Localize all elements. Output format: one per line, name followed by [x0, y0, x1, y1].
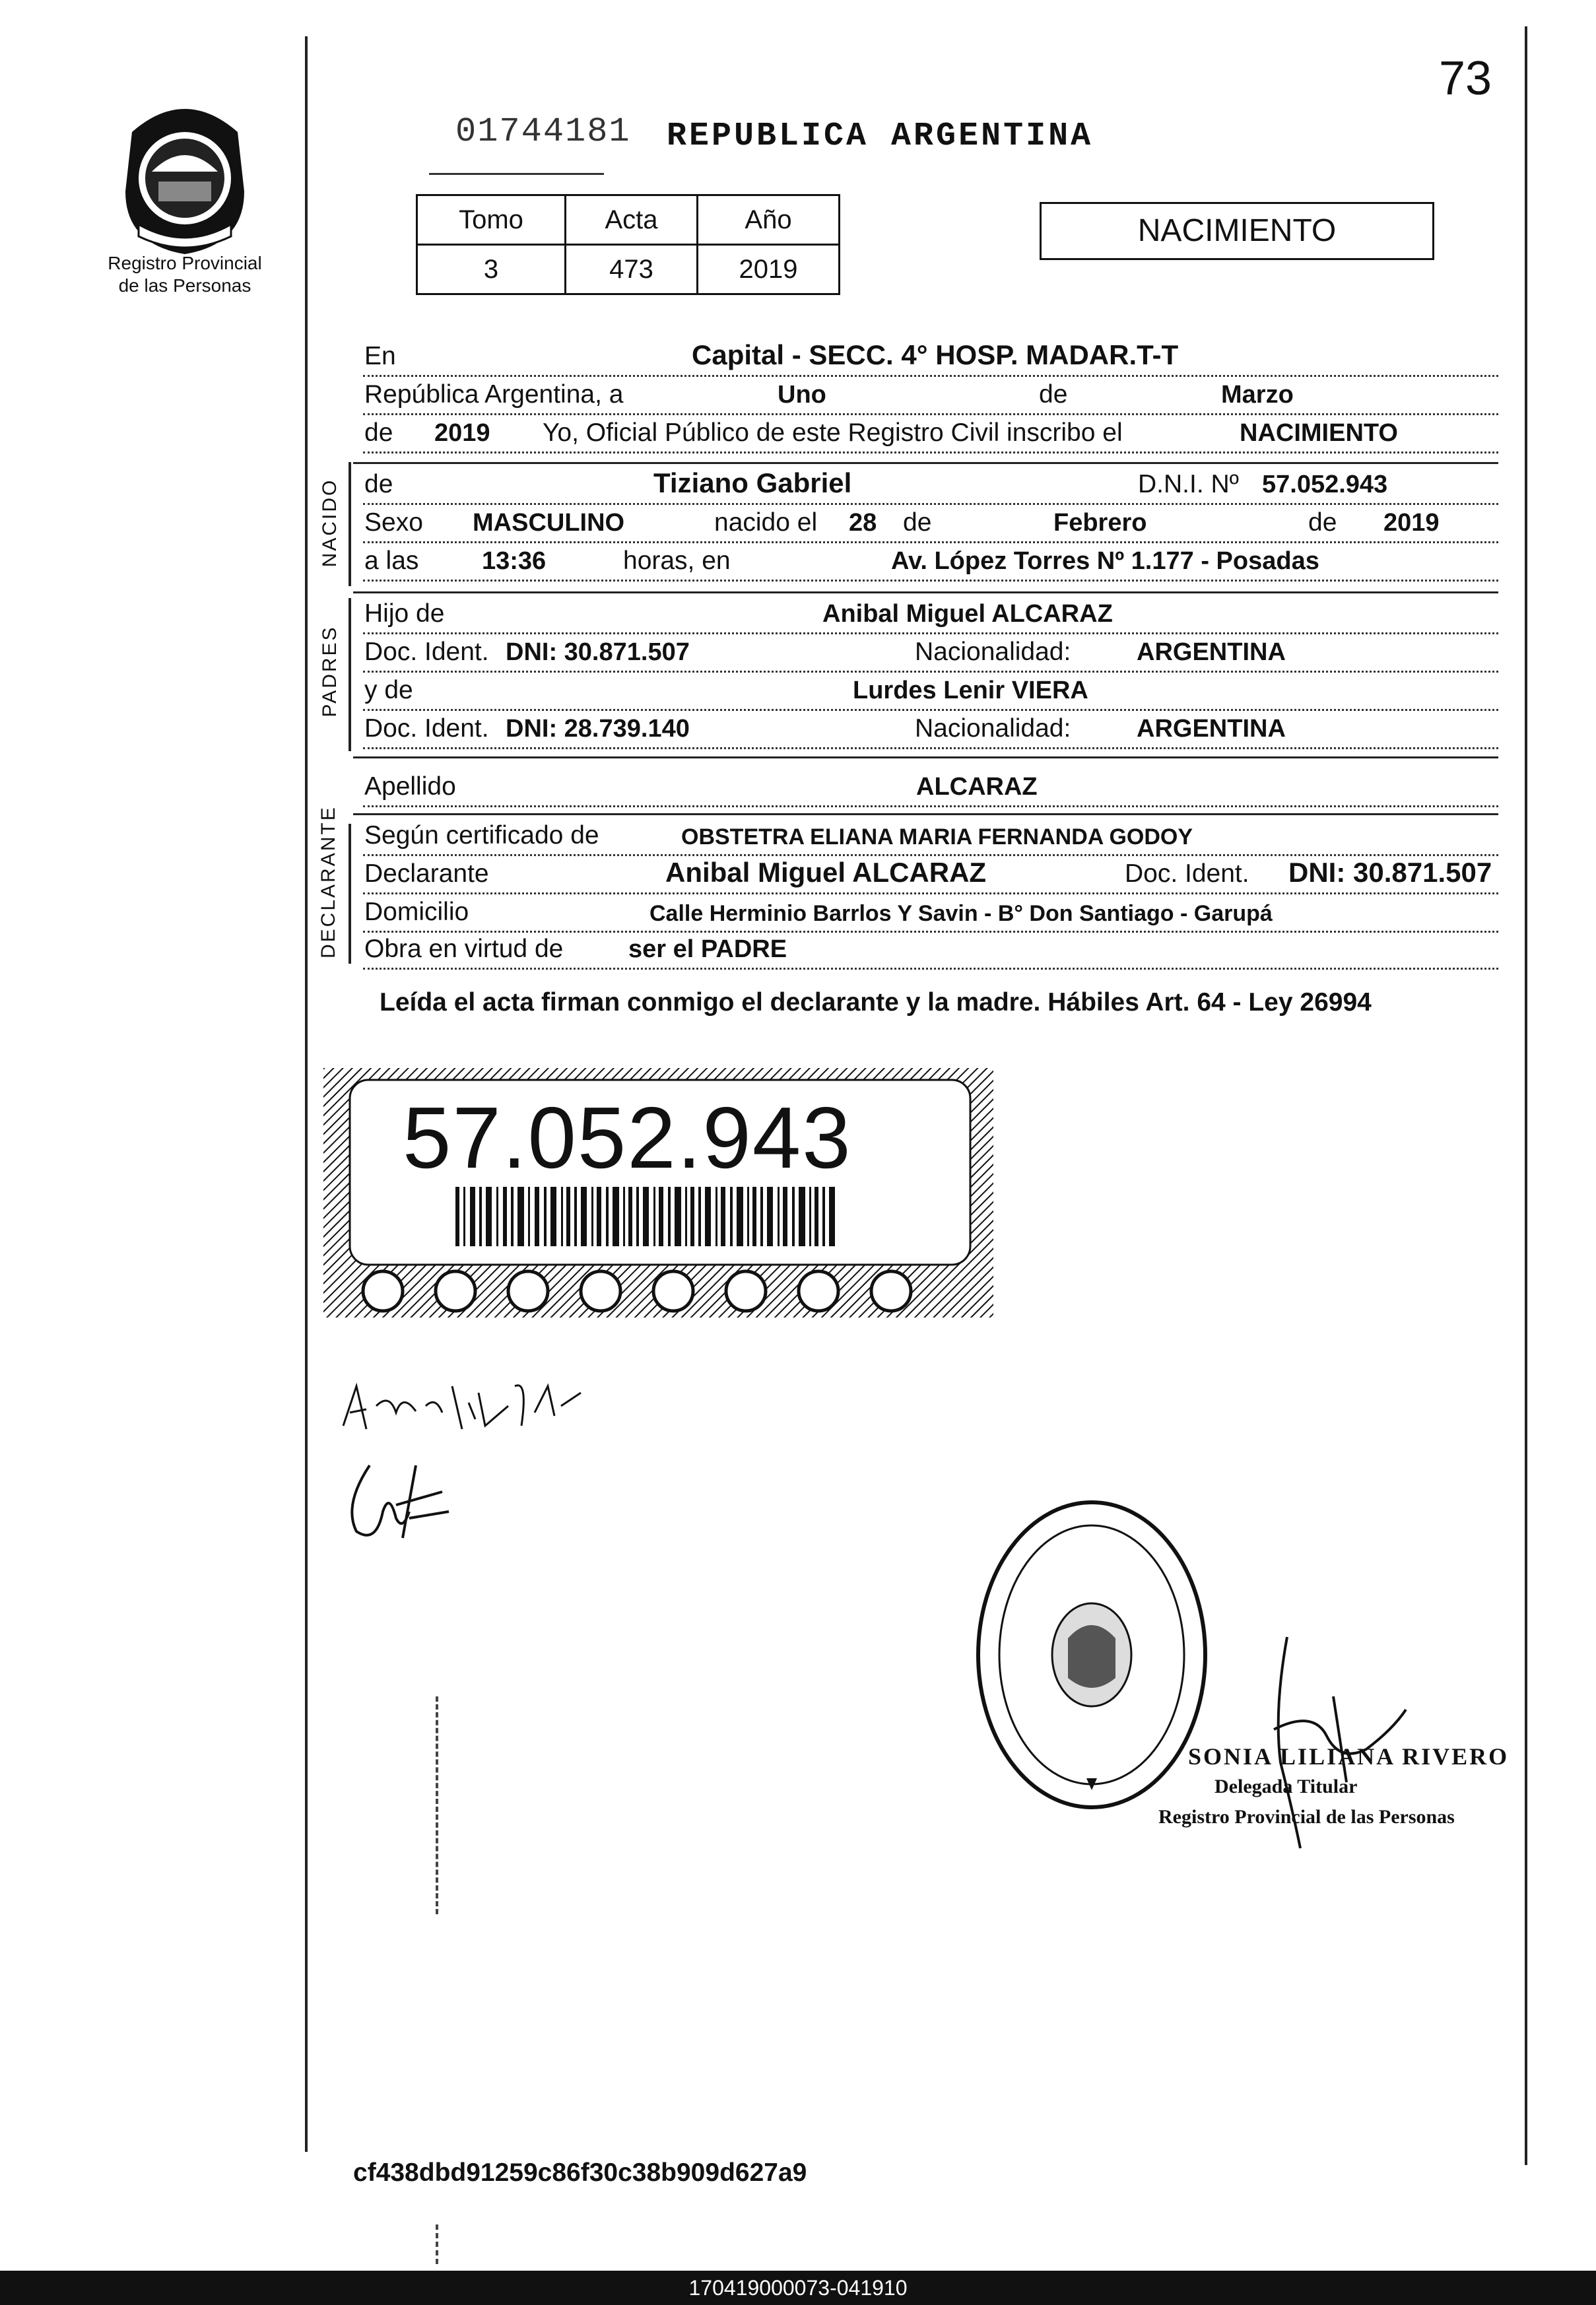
- surname-row: [363, 772, 1498, 807]
- signatory-role: Delegada Titular: [1214, 1776, 1358, 1797]
- en-label: En: [364, 342, 396, 370]
- birth-address: Av. López Torres Nº 1.177 - Posadas: [891, 547, 1319, 575]
- sexo-label: Sexo: [364, 508, 423, 537]
- mother-nat-label: Nacionalidad:: [912, 714, 1073, 743]
- separator: [353, 591, 1498, 593]
- section-label-declarante: DECLARANTE: [317, 805, 339, 958]
- surname-value: ALCARAZ: [916, 773, 1038, 801]
- domicile-value: Calle Herminio Barrlos Y Savin - B° Don Santiago - Garupá: [649, 901, 1273, 926]
- child-dni: 57.052.943: [1262, 471, 1388, 498]
- certificate-value: OBSTETRA ELIANA MARIA FERNANDA GODOY: [681, 824, 1193, 850]
- birth-de-label: de: [900, 508, 934, 537]
- registry-value-tomo: 3: [417, 245, 566, 294]
- section-label-padres: PADRES: [319, 625, 341, 718]
- cert-label: Según certificado de: [364, 821, 599, 850]
- year-row: [363, 418, 1498, 453]
- obra-value: ser el PADRE: [628, 935, 787, 963]
- logo-caption-line2: de las Personas: [118, 275, 251, 296]
- declarant-name: Anibal Miguel ALCARAZ: [665, 857, 987, 888]
- legal-note: Leída el acta firman conmigo el declarante y la madre. Hábiles Art. 64 - Ley 26994: [380, 988, 1372, 1017]
- separator: [353, 462, 1498, 464]
- left-margin-line: [305, 36, 308, 2152]
- registry-table: [416, 194, 840, 295]
- de-label: de: [1039, 380, 1068, 409]
- section-bar-padres: [349, 598, 351, 751]
- registry-header-anio: Año: [698, 195, 840, 245]
- section-label-nacido: NACIDO: [319, 478, 341, 568]
- sex-row: [363, 508, 1498, 543]
- mother-doc-row: [363, 714, 1498, 749]
- section-bar-declarante: [349, 824, 351, 964]
- dashed-margin-mark: [436, 1696, 438, 1914]
- dashed-margin-mark: [436, 2224, 438, 2264]
- certificate-row: [363, 821, 1498, 856]
- right-margin-line: [1525, 26, 1527, 2165]
- father-name: Anibal Miguel ALCARAZ: [822, 600, 1113, 628]
- father-doc-row: [363, 638, 1498, 673]
- registry-value-acta: 473: [566, 245, 698, 294]
- father-doc-label: Doc. Ident.: [364, 638, 489, 666]
- father-doc: DNI: 30.871.507: [506, 638, 690, 666]
- place-row: [363, 339, 1498, 377]
- father-nat-label: Nacionalidad:: [912, 638, 1073, 667]
- birth-day: 28: [849, 509, 877, 537]
- record-type-box: NACIMIENTO: [1040, 202, 1434, 260]
- domicile-row: [363, 898, 1498, 933]
- father-row: [363, 599, 1498, 634]
- officer-text: Yo, Oficial Público de este Registro Civil inscribo el: [540, 418, 1125, 448]
- date-row: [363, 380, 1498, 415]
- page-number: 73: [1439, 52, 1492, 105]
- de2-label: de: [364, 418, 393, 447]
- official-seal: [976, 1500, 1208, 1810]
- dni-stamp-number: 57.052.943: [403, 1089, 852, 1186]
- registry-header-acta: Acta: [566, 195, 698, 245]
- y-de-label: y de: [364, 676, 413, 704]
- serial-underline: [429, 173, 604, 175]
- birth-month: Febrero: [1053, 509, 1147, 537]
- father-nationality: ARGENTINA: [1137, 638, 1286, 666]
- mother-nationality: ARGENTINA: [1137, 715, 1286, 743]
- handwritten-signature-mother: [337, 1452, 469, 1551]
- registry-value-anio: 2019: [698, 245, 840, 294]
- misiones-logo: [112, 92, 257, 257]
- nacido-de-label: de: [364, 470, 393, 498]
- name-row: [363, 467, 1498, 505]
- mother-name: Lurdes Lenir VIERA: [853, 677, 1088, 704]
- apellido-label: Apellido: [364, 772, 456, 801]
- event-value: NACIMIENTO: [1240, 419, 1398, 447]
- mother-doc-label: Doc. Ident.: [364, 714, 489, 743]
- registry-value-row: [417, 245, 840, 294]
- declarante-label: Declarante: [364, 859, 489, 888]
- handwritten-signature-declarant: [337, 1366, 614, 1446]
- birth-time: 13:36: [482, 547, 547, 575]
- signatory-org: Registro Provincial de las Personas: [1158, 1806, 1455, 1828]
- domicilio-label: Domicilio: [364, 898, 469, 926]
- birth-year: 2019: [1383, 509, 1440, 537]
- signatory-name: SONIA LILIANA RIVERO: [1188, 1743, 1510, 1770]
- child-name: Tiziano Gabriel: [653, 467, 852, 498]
- logo-caption: [79, 252, 290, 297]
- mother-doc: DNI: 28.739.140: [506, 715, 690, 743]
- year-value: 2019: [434, 419, 490, 447]
- birth-de2-label: de: [1306, 508, 1339, 537]
- sexo-value: MASCULINO: [473, 509, 625, 537]
- a-las-label: a las: [364, 547, 419, 575]
- registry-header-row: [417, 195, 840, 245]
- declarant-doc-label: Doc. Ident.: [1122, 859, 1252, 888]
- dni-label: D.N.I. Nº: [1135, 470, 1242, 499]
- footer-code-bar: 170419000073-041910: [0, 2271, 1596, 2305]
- hijo-de-label: Hijo de: [364, 599, 445, 628]
- obra-row: [363, 935, 1498, 970]
- horas-label: horas, en: [620, 547, 733, 576]
- section-bar-nacido: [349, 462, 351, 586]
- nacido-el-label: nacido el: [712, 508, 820, 537]
- registry-header-tomo: Tomo: [417, 195, 566, 245]
- logo-caption-line1: Registro Provincial: [108, 253, 262, 273]
- place-value: Capital - SECC. 4° HOSP. MADAR.T-T: [692, 339, 1179, 370]
- declarant-row: [363, 859, 1498, 894]
- mother-row: [363, 676, 1498, 711]
- time-row: [363, 547, 1498, 582]
- serial-number: 01744181: [455, 112, 631, 151]
- month-value: Marzo: [1221, 381, 1294, 409]
- separator: [353, 756, 1498, 758]
- declarant-doc: DNI: 30.871.507: [1288, 857, 1492, 888]
- obra-label: Obra en virtud de: [364, 935, 564, 963]
- document-title: REPUBLICA ARGENTINA: [667, 117, 1094, 155]
- republica-label: República Argentina, a: [364, 380, 624, 409]
- day-value: Uno: [778, 381, 826, 409]
- separator: [353, 813, 1498, 815]
- document-hash: cf438dbd91259c86f30c38b909d627a9: [353, 2158, 807, 2187]
